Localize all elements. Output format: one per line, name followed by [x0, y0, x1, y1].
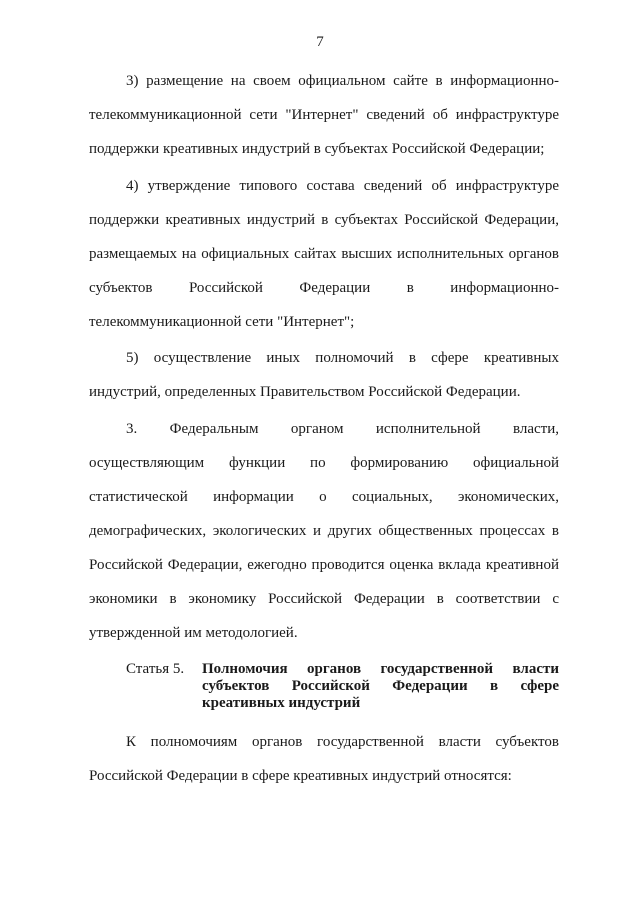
text-line: 5) осуществление иных полномочий в сфере креативных: [126, 350, 559, 366]
paragraph-section-3: [89, 420, 559, 658]
text-line: 3) размещение на своем официальном сайте в информационно-: [126, 73, 559, 89]
article-title-line: субъектов Российской Федерации в сфере: [202, 678, 559, 694]
text-line: телекоммуникационной сети "Интернет";: [89, 314, 355, 330]
text-line: 3. Федеральным органом исполнительной власти,: [126, 421, 559, 437]
paragraph-item-4: [89, 177, 559, 347]
article-title: [202, 661, 559, 712]
article-label: Статья 5.: [126, 661, 185, 677]
article-title-line: креативных индустрий: [202, 695, 361, 711]
text-line: экономики в экономику Российской Федерации в соответствии с: [89, 591, 559, 607]
text-line: индустрий, определенных Правительством Российской Федерации.: [89, 384, 521, 400]
text-line: 4) утверждение типового состава сведений об инфраструктуре: [126, 178, 559, 194]
text-line: поддержки креативных индустрий в субъектах Российской Федерации,: [89, 212, 559, 228]
text-line: субъектов Российской Федерации в информационно-: [89, 280, 559, 296]
article-title-line: Полномочия органов государственной власти: [202, 661, 559, 677]
text-line: утвержденной им методологией.: [89, 625, 298, 641]
text-line: статистической информации о социальных, экономических,: [89, 489, 559, 505]
text-line: поддержки креативных индустрий в субъектах Российской Федерации;: [89, 141, 545, 157]
text-line: осуществляющим функции по формированию официальной: [89, 455, 559, 471]
text-line: телекоммуникационной сети "Интернет" сведений об инфраструктуре: [89, 107, 559, 123]
text-line: Российской Федерации в сфере креативных индустрий относятся:: [89, 768, 512, 784]
text-line: К полномочиям органов государственной власти субъектов: [126, 734, 559, 750]
page-number: 7: [316, 34, 324, 50]
text-line: Российской Федерации, ежегодно проводится оценка вклада креативной: [89, 557, 559, 573]
closing-paragraph: [89, 733, 559, 801]
text-line: демографических, экологических и других общественных процессах в: [89, 523, 559, 539]
paragraph-item-5: [89, 349, 559, 417]
paragraph-item-3: [89, 72, 559, 174]
text-line: размещаемых на официальных сайтах высших исполнительных органов: [89, 246, 559, 262]
